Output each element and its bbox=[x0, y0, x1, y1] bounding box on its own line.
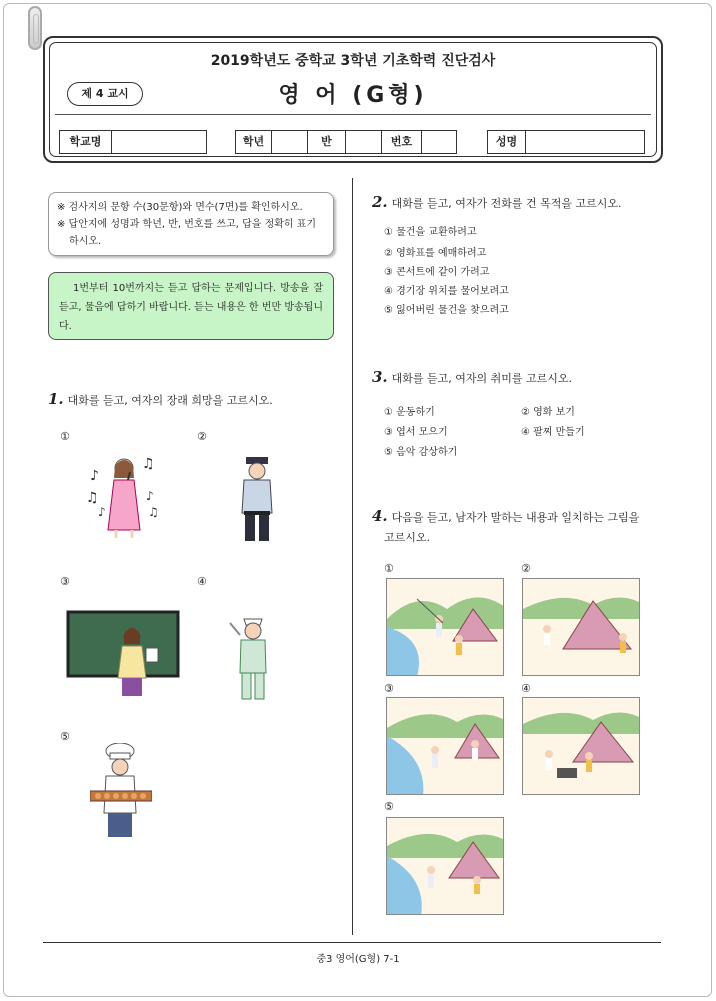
question-text: 대화를 듣고, 여자의 장래 희망을 고르시오. bbox=[67, 394, 273, 407]
column-divider bbox=[352, 178, 353, 935]
question-number: 2. bbox=[372, 193, 388, 211]
q3-option[interactable]: ④ 팔찌 만들기 bbox=[521, 427, 585, 438]
notice-item: ※ 검사지의 문항 수(30문항)와 면수(7면)를 확인하시오. bbox=[57, 202, 303, 213]
teacher-illustration bbox=[66, 608, 180, 698]
q1-option-mark[interactable]: ④ bbox=[197, 575, 207, 588]
question-text: 대화를 듣고, 여자의 취미를 고르시오. bbox=[391, 372, 573, 385]
exam-notice-box bbox=[48, 192, 334, 256]
grade-label: 학년 bbox=[235, 130, 271, 154]
camping-scene-4[interactable] bbox=[522, 697, 640, 795]
q4-option-mark[interactable]: ① bbox=[384, 562, 394, 575]
number-field[interactable] bbox=[421, 130, 457, 154]
name-field[interactable] bbox=[525, 130, 645, 154]
q3-option[interactable]: ② 영화 보기 bbox=[521, 407, 575, 418]
q2-option[interactable]: ③ 콘서트에 같이 가려고 bbox=[384, 267, 490, 278]
q1-option-mark[interactable]: ② bbox=[197, 430, 207, 443]
q2-option[interactable]: ② 영화표를 예매하려고 bbox=[384, 248, 487, 259]
q1-option-mark[interactable]: ① bbox=[60, 430, 70, 443]
q3-option[interactable]: ③ 엽서 모으기 bbox=[384, 427, 448, 438]
period-badge: 제 4 교시 bbox=[67, 82, 143, 106]
question-1-title bbox=[48, 390, 273, 408]
header-divider bbox=[55, 114, 651, 115]
q4-option-mark[interactable]: ⑤ bbox=[384, 800, 394, 813]
singer-illustration bbox=[82, 450, 162, 540]
footer-divider bbox=[43, 942, 661, 943]
question-text: 다음을 듣고, 남자가 말하는 내용과 일치하는 그림을 bbox=[391, 511, 640, 524]
q3-option[interactable]: ① 운동하기 bbox=[384, 407, 435, 418]
question-number: 4. bbox=[372, 507, 388, 525]
paper-clip-icon bbox=[28, 6, 42, 50]
camping-scene-3[interactable] bbox=[386, 697, 504, 795]
student-info-row bbox=[59, 130, 645, 154]
exam-title: 2019학년도 중학교 3학년 기초학력 진단검사 bbox=[210, 53, 496, 69]
subject-title: 영 어 (G형) bbox=[278, 83, 428, 108]
q2-option[interactable]: ④ 경기장 위치를 물어보려고 bbox=[384, 286, 509, 297]
exam-header bbox=[43, 36, 663, 163]
police-officer-illustration bbox=[232, 455, 282, 545]
q1-option-mark[interactable]: ③ bbox=[60, 575, 70, 588]
question-text-continued: 고르시오. bbox=[384, 531, 431, 544]
camping-scene-1[interactable] bbox=[386, 578, 504, 676]
q4-option-mark[interactable]: ③ bbox=[384, 682, 394, 695]
notice-item: ※ 답안지에 성명과 학년, 반, 번호를 쓰고, 답을 정확히 표기하시오. bbox=[57, 219, 317, 247]
question-4-title bbox=[372, 506, 639, 548]
listening-notice: 1번부터 10번까지는 듣고 답하는 문제입니다. 방송을 잘 듣고, 물음에 답하기 바랍니다. 듣는 내용은 한 번만 방송됩니다. bbox=[48, 272, 334, 340]
class-label: 반 bbox=[307, 130, 345, 154]
q3-option[interactable]: ⑤ 음악 감상하기 bbox=[384, 447, 458, 458]
q4-option-mark[interactable]: ④ bbox=[521, 682, 531, 695]
camping-scene-2[interactable] bbox=[522, 578, 640, 676]
school-label: 학교명 bbox=[59, 130, 111, 154]
question-number: 3. bbox=[372, 368, 388, 386]
school-field[interactable] bbox=[111, 130, 207, 154]
question-text: 대화를 듣고, 여자가 전화를 건 목적을 고르시오. bbox=[391, 197, 622, 210]
question-number: 1. bbox=[48, 390, 64, 408]
question-2-title bbox=[372, 193, 622, 211]
q2-option[interactable]: ⑤ 잃어버린 물건을 찾으려고 bbox=[384, 305, 509, 316]
nurse-illustration bbox=[228, 615, 278, 705]
q4-option-mark[interactable]: ② bbox=[521, 562, 531, 575]
question-3-title bbox=[372, 368, 572, 386]
page-footer: 중3 영어(G형) 7-1 bbox=[316, 954, 400, 965]
q2-option[interactable]: ① 물건을 교환하려고 bbox=[384, 227, 477, 238]
class-field[interactable] bbox=[345, 130, 381, 154]
svg-text:♪: ♪ bbox=[146, 489, 154, 503]
svg-text:♪: ♪ bbox=[90, 468, 99, 484]
grade-field[interactable] bbox=[271, 130, 307, 154]
name-label: 성명 bbox=[487, 130, 525, 154]
svg-text:♫: ♫ bbox=[86, 490, 99, 506]
q1-option-mark[interactable]: ⑤ bbox=[60, 730, 70, 743]
camping-scene-5[interactable] bbox=[386, 817, 504, 915]
baker-illustration bbox=[90, 743, 152, 843]
svg-text:♫: ♫ bbox=[148, 505, 159, 519]
svg-text:♫: ♫ bbox=[142, 456, 155, 472]
svg-text:♪: ♪ bbox=[98, 505, 106, 519]
number-label: 번호 bbox=[381, 130, 421, 154]
